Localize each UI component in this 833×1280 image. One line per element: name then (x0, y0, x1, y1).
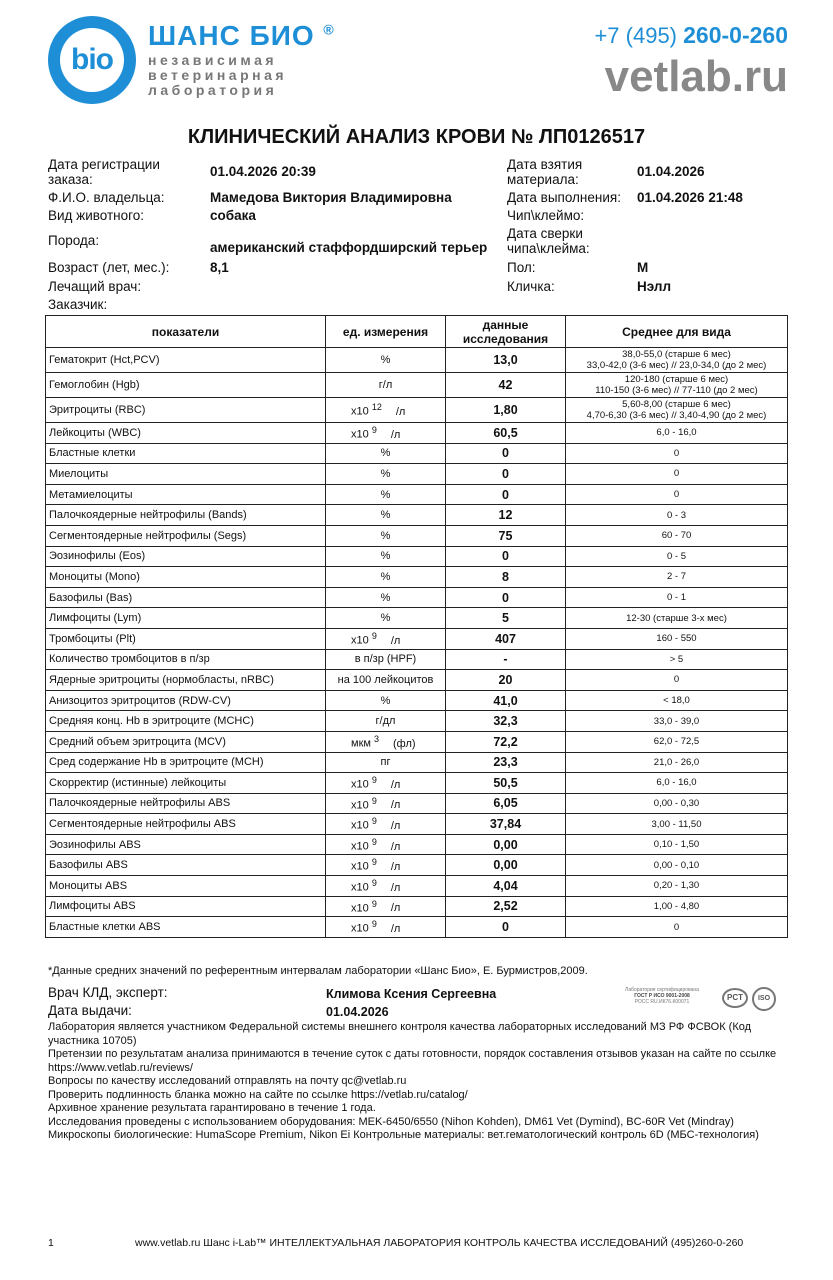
unit: % (380, 591, 391, 604)
brand-sub-1: независимая (148, 52, 278, 68)
results-table (45, 315, 788, 938)
param-name: Сегментоядерные нейтрофилы (Segs) (46, 525, 326, 546)
param-reference (566, 793, 788, 814)
reference-line: 6,0 - 16,0 (656, 427, 697, 439)
cert-line: РОСС RU.ИК76.К00071 (634, 999, 690, 1005)
param-value: 0 (446, 587, 566, 608)
param-unit (326, 773, 446, 794)
param-name: Гемоглобин (Hgb) (46, 373, 326, 398)
table-row (46, 348, 788, 373)
info-value: 01.04.2026 21:48 (637, 190, 743, 205)
iso-mark-icon: ISO (752, 987, 776, 1011)
table-row (46, 546, 788, 567)
param-name: Эритроциты (RBC) (46, 398, 326, 423)
param-reference (566, 834, 788, 855)
param-reference (566, 628, 788, 649)
param-name: Количество тромбоцитов в п/зр (46, 649, 326, 670)
note-line: Архивное хранение результата гарантировано в течение 1 года. (48, 1102, 376, 1114)
unit: % (380, 509, 391, 522)
table-row (46, 398, 788, 423)
param-reference (566, 443, 788, 464)
param-reference (566, 690, 788, 711)
param-name: Бластные клетки (46, 443, 326, 464)
table-row (46, 752, 788, 773)
param-reference (566, 398, 788, 423)
unit-exponent: 9 (371, 816, 377, 827)
unit-base: x10 (351, 405, 369, 418)
param-name: Лимфоциты (Lym) (46, 608, 326, 629)
note-line: Микроскопы биологические: HumaScope Premium, Nikon Ei Контрольные материалы: вет.гематологический контроль 6D (МБС-технология) (48, 1129, 759, 1141)
param-unit (326, 917, 446, 938)
param-reference (566, 348, 788, 373)
param-value: 50,5 (446, 773, 566, 794)
unit-base: x10 (351, 799, 369, 812)
table-row (46, 484, 788, 505)
reference-line: < 18,0 (663, 695, 690, 707)
brand-sub-3: лаборатория (148, 82, 278, 98)
brand (148, 20, 335, 52)
unit-exponent: 9 (371, 898, 377, 909)
col-header: показатели (46, 316, 326, 348)
col-header: данные исследования (446, 316, 566, 348)
param-reference (566, 711, 788, 732)
doctor-label: Врач КЛД, эксперт: (48, 985, 168, 1000)
phone-prefix: +7 (495) (594, 23, 678, 48)
param-name: Палочкоядерные нейтрофилы (Bands) (46, 505, 326, 526)
param-name: Бластные клетки ABS (46, 917, 326, 938)
unit: г/дл (375, 715, 396, 728)
unit-suffix: /л (390, 861, 401, 874)
unit-base: x10 (351, 922, 369, 935)
param-value: 42 (446, 373, 566, 398)
param-reference (566, 464, 788, 485)
param-reference (566, 814, 788, 835)
table-row (46, 690, 788, 711)
unit-exponent: 9 (371, 836, 377, 847)
unit-suffix: /л (390, 881, 401, 894)
param-name: Эозинофилы (Eos) (46, 546, 326, 567)
unit: % (380, 529, 391, 542)
param-name: Лейкоциты (WBC) (46, 423, 326, 444)
info-label: Вид животного: (48, 208, 145, 223)
info-value: 01.04.2026 (637, 164, 705, 179)
unit: % (380, 467, 391, 480)
param-value: 75 (446, 525, 566, 546)
param-value: 0 (446, 464, 566, 485)
param-reference (566, 855, 788, 876)
table-row (46, 876, 788, 897)
reference-line: 33,0-42,0 (3-6 мес) // 23,0-34,0 (до 2 мес) (586, 360, 767, 371)
reference-line: 5,60-8,00 (старше 6 мес) (622, 399, 731, 410)
param-value: 0 (446, 546, 566, 567)
brand-sub-2: ветеринарная (148, 67, 288, 83)
reference-line: 1,00 - 4,80 (653, 900, 700, 912)
param-name: Сред содержание Hb в эритроците (MCH) (46, 752, 326, 773)
param-value: 20 (446, 670, 566, 691)
param-reference (566, 917, 788, 938)
param-unit (326, 793, 446, 814)
table-row (46, 855, 788, 876)
param-unit (326, 398, 446, 423)
param-value: 12 (446, 505, 566, 526)
unit-base: x10 (351, 634, 369, 647)
unit-exponent: 12 (371, 402, 382, 413)
param-unit (326, 443, 446, 464)
param-value: 0,00 (446, 834, 566, 855)
unit-exponent: 9 (371, 630, 377, 641)
unit: % (380, 694, 391, 707)
unit-suffix: /л (390, 428, 401, 441)
phone-number: 260-0-260 (683, 22, 788, 48)
param-value: 60,5 (446, 423, 566, 444)
param-reference (566, 567, 788, 588)
param-reference (566, 373, 788, 398)
cert-line: ГОСТ Р ИСО 9001-2008 (634, 993, 690, 999)
info-value: 8,1 (210, 260, 229, 275)
info-label: Возраст (лет, мес.): (48, 260, 170, 275)
unit-exponent: 9 (371, 775, 377, 786)
table-row (46, 670, 788, 691)
param-unit (326, 464, 446, 485)
unit-suffix: /л (390, 922, 401, 935)
unit-base: x10 (351, 428, 369, 441)
unit-exponent: 9 (371, 424, 377, 435)
param-unit (326, 752, 446, 773)
reference-line: 4,70-6,30 (3-6 мес) // 3,40-4,90 (до 2 мес) (586, 410, 767, 421)
param-value: - (446, 649, 566, 670)
param-value: 1,80 (446, 398, 566, 423)
reference-line: 60 - 70 (661, 530, 692, 542)
reference-line: 0 (673, 468, 680, 480)
col-header: Среднее для вида (566, 316, 788, 348)
notes (48, 1021, 788, 1143)
param-reference (566, 505, 788, 526)
reference-line: 0 (673, 674, 680, 686)
reference-line: 12-30 (старше 3-х мес) (626, 612, 727, 624)
param-reference (566, 484, 788, 505)
reference-line: 6,0 - 16,0 (656, 777, 697, 789)
table-row (46, 649, 788, 670)
unit: % (380, 354, 391, 366)
param-unit (326, 711, 446, 732)
param-name: Средний объем эритроцита (MCV) (46, 731, 326, 752)
unit-suffix: /л (390, 902, 401, 915)
unit-base: мкм (351, 737, 371, 750)
param-name: Скорректир (истинные) лейкоциты (46, 773, 326, 794)
info-value: Мамедова Виктория Владимировна (210, 190, 452, 205)
param-value: 32,3 (446, 711, 566, 732)
info-label: Порода: (48, 233, 100, 248)
table-row (46, 731, 788, 752)
param-reference (566, 752, 788, 773)
table-row (46, 896, 788, 917)
param-unit (326, 348, 446, 373)
unit-suffix: /л (390, 634, 401, 647)
unit-base: x10 (351, 861, 369, 874)
unit: % (380, 488, 391, 501)
unit-suffix: (фл) (393, 737, 416, 750)
param-unit (326, 670, 446, 691)
issue-label: Дата выдачи: (48, 1003, 132, 1018)
info-label: Лечащий врач: (48, 279, 142, 294)
param-unit (326, 567, 446, 588)
param-name: Базофилы ABS (46, 855, 326, 876)
note-line: Исследования проведены с использованием оборудования: MEK-6450/6550 (Nihon Kohden), DM61 Vet (Dymind), BC-60R Vet (Mindray) (48, 1115, 734, 1128)
param-value: 0 (446, 484, 566, 505)
table-row (46, 587, 788, 608)
param-unit (326, 546, 446, 567)
table-row (46, 628, 788, 649)
logo-text: bio (60, 28, 124, 92)
reference-line: 0 (673, 921, 680, 933)
param-value: 13,0 (446, 348, 566, 373)
param-name: Миелоциты (46, 464, 326, 485)
page-number: 1 (48, 1237, 54, 1249)
param-value: 0 (446, 443, 566, 464)
info-label: Чип\клеймо: (507, 208, 585, 223)
reference-line: 110-150 (3-6 мес) // 77-110 (до 2 мес) (595, 385, 758, 396)
table-row (46, 423, 788, 444)
unit: % (380, 570, 391, 583)
param-name: Лимфоциты ABS (46, 896, 326, 917)
reference-line: 0 (673, 447, 680, 459)
param-name: Моноциты ABS (46, 876, 326, 897)
info-value: Нэлл (637, 279, 672, 294)
unit-base: x10 (351, 778, 369, 791)
table-row (46, 711, 788, 732)
logo (48, 16, 136, 104)
unit-exponent: 3 (374, 733, 380, 744)
note-line: Проверить подлинность бланка можно на сайте по ссылке https://vetlab.ru/catalog/ (48, 1088, 468, 1101)
param-unit (326, 505, 446, 526)
unit-suffix: /л (395, 405, 406, 418)
param-reference (566, 876, 788, 897)
param-name: Эозинофилы ABS (46, 834, 326, 855)
param-unit (326, 423, 446, 444)
info-value: М (637, 260, 649, 275)
param-value: 23,3 (446, 752, 566, 773)
param-reference (566, 896, 788, 917)
unit: % (380, 550, 391, 563)
param-name: Анизоцитоз эритроцитов (RDW-CV) (46, 690, 326, 711)
param-unit (326, 896, 446, 917)
issue-date: 01.04.2026 (326, 1005, 389, 1019)
info-label: Кличка: (507, 279, 555, 294)
page-title: КЛИНИЧЕСКИЙ АНАЛИЗ КРОВИ № ЛП0126517 (187, 126, 646, 148)
reference-line: 120-180 (старше 6 мес) (624, 374, 729, 385)
param-value: 5 (446, 608, 566, 629)
unit-base: x10 (351, 819, 369, 832)
param-value: 4,04 (446, 876, 566, 897)
param-value: 72,2 (446, 731, 566, 752)
unit-exponent: 9 (371, 878, 377, 889)
param-unit (326, 855, 446, 876)
param-unit (326, 484, 446, 505)
param-unit (326, 373, 446, 398)
table-row (46, 464, 788, 485)
param-value: 6,05 (446, 793, 566, 814)
reference-line: 0,00 - 0,10 (653, 859, 700, 871)
param-unit (326, 876, 446, 897)
unit-base: x10 (351, 840, 369, 853)
table-row (46, 793, 788, 814)
unit: % (380, 447, 391, 460)
param-name: Средняя конц. Hb в эритроците (MCHC) (46, 711, 326, 732)
reference-line: 0,20 - 1,30 (653, 880, 700, 892)
param-name: Тромбоциты (Plt) (46, 628, 326, 649)
footnote: *Данные средних значений по референтным интервалам лаборатории «Шанс Био», Е. Бурмистров,2009. (48, 965, 588, 977)
table-row (46, 525, 788, 546)
reference-line: 0,10 - 1,50 (653, 839, 700, 851)
certification (622, 987, 702, 1005)
param-unit (326, 834, 446, 855)
param-reference (566, 773, 788, 794)
unit-base: x10 (351, 902, 369, 915)
info-label: Дата регистрации заказа: (48, 157, 160, 187)
unit: на 100 лейкоцитов (337, 673, 434, 686)
reference-line: 2 - 7 (666, 571, 686, 583)
param-unit (326, 608, 446, 629)
reference-line: 0 - 1 (666, 592, 686, 604)
info-value: американский стаффордширский терьер (210, 240, 488, 255)
unit: в п/зр (HPF) (354, 653, 417, 666)
param-name: Сегментоядерные нейтрофилы ABS (46, 814, 326, 835)
param-name: Палочкоядерные нейтрофилы ABS (46, 793, 326, 814)
param-reference (566, 608, 788, 629)
reference-line: 3,00 - 11,50 (651, 818, 702, 830)
col-header: ед. измерения (326, 316, 446, 348)
unit: пг (380, 756, 391, 769)
table-row (46, 567, 788, 588)
cert-line: Лаборатория сертифицирована (625, 987, 699, 993)
doctor-name: Климова Ксения Сергеевна (326, 987, 497, 1001)
param-reference (566, 423, 788, 444)
unit: % (380, 612, 391, 625)
param-value: 2,52 (446, 896, 566, 917)
param-reference (566, 649, 788, 670)
unit-suffix: /л (390, 819, 401, 832)
reference-line: 0 (673, 489, 680, 501)
unit-exponent: 9 (371, 857, 377, 868)
reference-line: 0,00 - 0,30 (653, 797, 700, 809)
param-unit (326, 814, 446, 835)
param-value: 8 (446, 567, 566, 588)
param-unit (326, 649, 446, 670)
info-label: Дата сверки чипа\клейма: (507, 226, 590, 256)
reference-line: 38,0-55,0 (старше 6 мес) (622, 349, 731, 360)
note-line: Вопросы по качеству исследований отправлять на почту qc@vetlab.ru (48, 1075, 407, 1087)
param-reference (566, 525, 788, 546)
page-footer: www.vetlab.ru Шанс i-Lab™ ИНТЕЛЛЕКТУАЛЬНАЯ ЛАБОРАТОРИЯ КОНТРОЛЬ КАЧЕСТВА ИССЛЕДОВАНИЙ (495)260-0-260 (135, 1237, 744, 1249)
reference-line: 62,0 - 72,5 (653, 736, 700, 748)
table-row (46, 773, 788, 794)
info-label: Дата взятия материала: (507, 157, 583, 187)
unit-base: x10 (351, 881, 369, 894)
reference-line: 160 - 550 (656, 633, 697, 645)
note-line: Лаборатория является участником Федеральной системы внешнего контроля качества лабораторных исследований МЗ РФ ФСВОК (Код участника 10705) (48, 1021, 752, 1047)
table-row (46, 608, 788, 629)
reference-line: 33,0 - 39,0 (653, 715, 700, 727)
param-unit (326, 587, 446, 608)
info-value: 01.04.2026 20:39 (210, 164, 316, 179)
param-name: Моноциты (Mono) (46, 567, 326, 588)
unit-exponent: 9 (371, 919, 377, 930)
reference-line: > 5 (669, 653, 684, 665)
table-row (46, 443, 788, 464)
unit: г/л (378, 379, 393, 391)
brand-name: ШАНС БИО (148, 20, 315, 51)
param-name: Базофилы (Bas) (46, 587, 326, 608)
unit-exponent: 9 (371, 795, 377, 806)
phone (594, 22, 788, 49)
registered-mark: ® (323, 21, 335, 38)
param-name: Метамиелоциты (46, 484, 326, 505)
param-reference (566, 546, 788, 567)
param-unit (326, 525, 446, 546)
note-line: Претензии по результатам анализа принимаются в течение суток с даты готовности, порядок составления отзывов указан на сайте по ссылке https://www.vetlab.ru/reviews/ (48, 1048, 777, 1074)
param-reference (566, 587, 788, 608)
param-reference (566, 670, 788, 691)
reference-line: 0 - 3 (666, 509, 686, 521)
info-label: Ф.И.О. владельца: (48, 190, 165, 205)
param-unit (326, 731, 446, 752)
unit-suffix: /л (390, 840, 401, 853)
info-label: Дата выполнения: (507, 190, 621, 205)
unit-suffix: /л (390, 778, 401, 791)
reference-line: 0 - 5 (666, 550, 686, 562)
unit-suffix: /л (390, 799, 401, 812)
table-row (46, 814, 788, 835)
param-value: 407 (446, 628, 566, 649)
param-reference (566, 731, 788, 752)
reference-line: 21,0 - 26,0 (653, 756, 700, 768)
table-row (46, 834, 788, 855)
info-label: Заказчик: (48, 297, 108, 312)
param-unit (326, 628, 446, 649)
table-row (46, 373, 788, 398)
info-value: собака (210, 208, 256, 223)
info-label: Пол: (507, 260, 536, 275)
param-unit (326, 690, 446, 711)
pct-mark-icon: PCT (722, 988, 748, 1008)
param-name: Ядерные эритроциты (нормобласты, nRBC) (46, 670, 326, 691)
param-value: 0,00 (446, 855, 566, 876)
param-value: 0 (446, 917, 566, 938)
param-name: Гематокрит (Hct,PCV) (46, 348, 326, 373)
table-row (46, 917, 788, 938)
param-value: 41,0 (446, 690, 566, 711)
site: vetlab.ru (604, 52, 788, 101)
table-row (46, 505, 788, 526)
param-value: 37,84 (446, 814, 566, 835)
